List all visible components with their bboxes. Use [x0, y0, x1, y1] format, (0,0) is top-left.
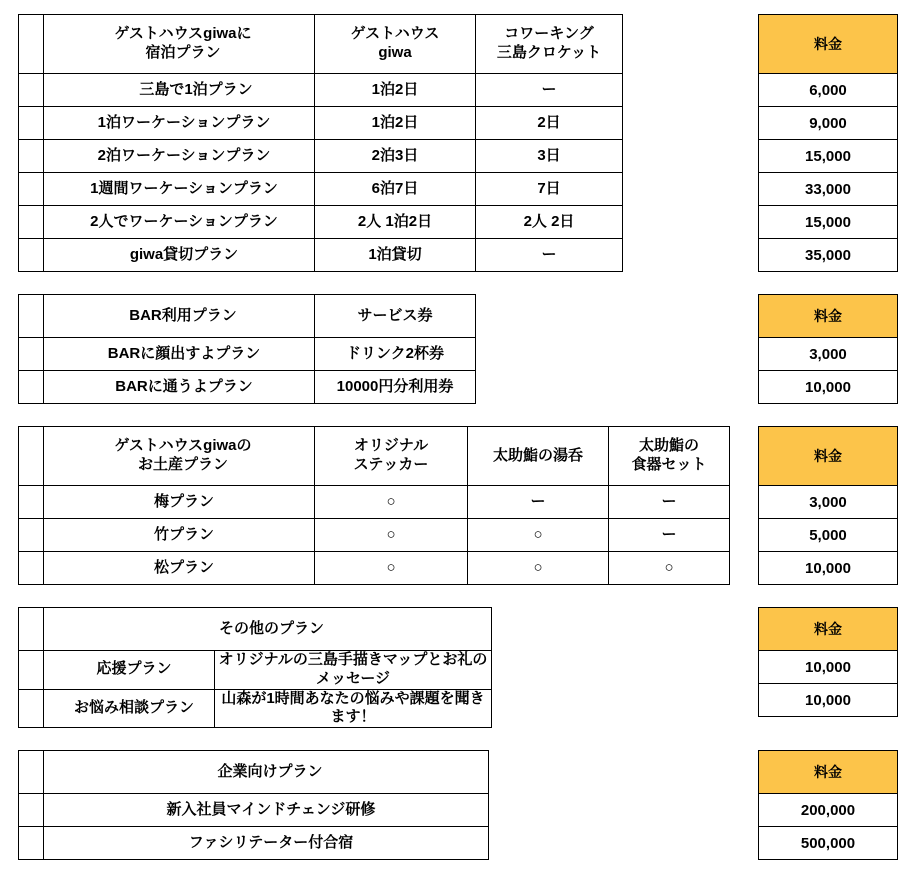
price-header: 料金: [759, 751, 898, 794]
bar-plans-price-table: [758, 294, 898, 404]
other-plans-title: その他のプラン: [44, 608, 492, 651]
souvenir-plans-table-wrap: [18, 426, 730, 585]
table-row: [19, 519, 730, 552]
price-value: 5,000: [759, 519, 898, 552]
green-stripe-cell: [19, 794, 44, 827]
table-header-row: [19, 15, 623, 74]
table-row: [19, 74, 623, 107]
souvenir-plans-price-table-wrap: [758, 426, 898, 585]
price-value: 3,000: [759, 486, 898, 519]
bar-plans-table-wrap: [18, 294, 476, 404]
green-stripe-cell: [19, 107, 44, 140]
column-header-sticker: [315, 427, 468, 486]
column-header-guesthouse: [315, 15, 476, 74]
cell-coworking: ー: [476, 74, 623, 107]
table-row: [19, 371, 476, 404]
table-row: [19, 206, 623, 239]
price-header-row: [759, 295, 898, 338]
cell-guesthouse: 1泊貸切: [315, 239, 476, 272]
price-value: 200,000: [759, 794, 898, 827]
column-header-teacup: 太助鮨の湯呑: [468, 427, 609, 486]
row-label: BARに通うよプラン: [44, 371, 315, 404]
price-row: [759, 371, 898, 404]
table-header-row: [19, 295, 476, 338]
price-header-row: [759, 608, 898, 651]
price-row: [759, 552, 898, 585]
price-header-row: [759, 751, 898, 794]
other-plans-price-table: [758, 607, 898, 717]
price-header: 料金: [759, 15, 898, 74]
cell-coworking: 2日: [476, 107, 623, 140]
price-row: [759, 206, 898, 239]
other-plans-price-table-wrap: [758, 607, 898, 717]
table-row: [19, 486, 730, 519]
green-stripe-cell: [19, 608, 44, 651]
green-stripe-cell: [19, 427, 44, 486]
bar-plans-table: [18, 294, 476, 404]
table-row: [19, 338, 476, 371]
green-stripe-cell: [19, 140, 44, 173]
cell-coworking: 7日: [476, 173, 623, 206]
row-label: 梅プラン: [44, 486, 315, 519]
price-row: [759, 794, 898, 827]
cell-description: 山森が1時間あなたの悩みや課題を聞きます！: [215, 689, 492, 728]
corporate-plans-title: 企業向けプラン: [44, 751, 489, 794]
column-header-line-2: 三島クロケット: [496, 44, 602, 61]
green-stripe-cell: [19, 486, 44, 519]
cell-guesthouse: 2泊3日: [315, 140, 476, 173]
bar-plans-title: BAR利用プラン: [44, 295, 315, 338]
column-header-coworking: [476, 15, 623, 74]
cell-tableware: ー: [609, 519, 730, 552]
price-value: 15,000: [759, 206, 898, 239]
column-header-line-1: オリジナル: [353, 437, 429, 455]
table-row: [19, 107, 623, 140]
green-stripe-cell: [19, 552, 44, 585]
price-header-row: [759, 427, 898, 486]
green-stripe-cell: [19, 689, 44, 728]
row-label: 1週間ワーケーションプラン: [44, 173, 315, 206]
cell-guesthouse: 2人 1泊2日: [315, 206, 476, 239]
column-header-line-1: 太助鮨の: [638, 437, 699, 455]
row-label: 三島で1泊プラン: [44, 74, 315, 107]
bar-plans-price-table-wrap: [758, 294, 898, 404]
table-row: [19, 794, 489, 827]
price-row: [759, 519, 898, 552]
stay-plans-title: [44, 15, 315, 74]
column-header-line-2: 食器セット: [631, 456, 707, 473]
corporate-plans-table: [18, 750, 489, 860]
row-label: 松プラン: [44, 552, 315, 585]
cell-coworking: ー: [476, 239, 623, 272]
green-stripe-cell: [19, 338, 44, 371]
cell-teacup: ー: [468, 486, 609, 519]
table-row: [19, 689, 492, 728]
plan-block-souvenir-plans: [0, 426, 916, 585]
title-line-2: お土産プラン: [137, 456, 228, 473]
price-row: [759, 140, 898, 173]
corporate-plans-table-wrap: [18, 750, 489, 860]
corporate-plans-price-table-wrap: [758, 750, 898, 860]
green-stripe-cell: [19, 371, 44, 404]
plan-block-corporate-plans: [0, 750, 916, 860]
column-header-line-1: ゲストハウス: [350, 25, 440, 43]
green-stripe-cell: [19, 827, 44, 860]
price-header: 料金: [759, 427, 898, 486]
price-header: 料金: [759, 608, 898, 651]
title-line-1: ゲストハウスgiwaに: [114, 25, 252, 43]
price-row: [759, 173, 898, 206]
column-header-line-2: ステッカー: [353, 456, 429, 473]
row-label: ファシリテーター付合宿: [44, 827, 489, 860]
cell-guesthouse: 1泊2日: [315, 107, 476, 140]
cell-service-ticket: ドリンク2杯券: [315, 338, 476, 371]
price-row: [759, 239, 898, 272]
price-row: [759, 827, 898, 860]
cell-service-ticket: 10000円分利用券: [315, 371, 476, 404]
plan-block-bar-plans: [0, 294, 916, 404]
price-value: 3,000: [759, 338, 898, 371]
other-plans-table-wrap: [18, 607, 492, 728]
column-header-service-ticket: サービス券: [315, 295, 476, 338]
stay-plans-price-table: [758, 14, 898, 272]
price-header: 料金: [759, 295, 898, 338]
cell-sticker: ○: [315, 486, 468, 519]
row-label: 2人でワーケーションプラン: [44, 206, 315, 239]
corporate-plans-price-table: [758, 750, 898, 860]
cell-coworking: 2人 2日: [476, 206, 623, 239]
row-label: 竹プラン: [44, 519, 315, 552]
cell-description: オリジナルの三島手描きマップとお礼のメッセージ: [215, 651, 492, 690]
table-header-row: [19, 608, 492, 651]
cell-guesthouse: 6泊7日: [315, 173, 476, 206]
price-value: 6,000: [759, 74, 898, 107]
price-row: [759, 338, 898, 371]
price-value: 500,000: [759, 827, 898, 860]
row-label: BARに顔出すよプラン: [44, 338, 315, 371]
green-stripe-cell: [19, 751, 44, 794]
stay-plans-table-wrap: [18, 14, 623, 272]
price-row: [759, 107, 898, 140]
column-header-tableware: [609, 427, 730, 486]
cell-guesthouse: 1泊2日: [315, 74, 476, 107]
table-row: [19, 173, 623, 206]
table-header-row: [19, 751, 489, 794]
cell-sticker: ○: [315, 519, 468, 552]
other-plans-table: [18, 607, 492, 728]
title-line-1: ゲストハウスgiwaの: [114, 437, 252, 455]
green-stripe-cell: [19, 173, 44, 206]
row-label: 1泊ワーケーションプラン: [44, 107, 315, 140]
table-row: [19, 827, 489, 860]
cell-teacup: ○: [468, 552, 609, 585]
table-row: [19, 140, 623, 173]
table-header-row: [19, 427, 730, 486]
price-value: 33,000: [759, 173, 898, 206]
column-header-line-2: giwa: [378, 44, 412, 61]
table-row: [19, 651, 492, 690]
stay-plans-table: [18, 14, 623, 272]
row-label: 応援プラン: [44, 651, 215, 690]
row-label: 2泊ワーケーションプラン: [44, 140, 315, 173]
price-row: [759, 74, 898, 107]
price-value: 10,000: [759, 684, 898, 717]
price-row: [759, 486, 898, 519]
price-value: 10,000: [759, 651, 898, 684]
price-value: 9,000: [759, 107, 898, 140]
price-value: 10,000: [759, 552, 898, 585]
stay-plans-price-table-wrap: [758, 14, 898, 272]
price-value: 15,000: [759, 140, 898, 173]
cell-tableware: ー: [609, 486, 730, 519]
price-value: 35,000: [759, 239, 898, 272]
cell-tableware: ○: [609, 552, 730, 585]
souvenir-plans-table: [18, 426, 730, 585]
green-stripe-cell: [19, 74, 44, 107]
souvenir-plans-price-table: [758, 426, 898, 585]
green-stripe-cell: [19, 15, 44, 74]
price-value: 10,000: [759, 371, 898, 404]
table-row: [19, 552, 730, 585]
plan-block-stay-plans: [0, 14, 916, 272]
price-header-row: [759, 15, 898, 74]
cell-teacup: ○: [468, 519, 609, 552]
row-label: giwa貸切プラン: [44, 239, 315, 272]
row-label: 新入社員マインドチェンジ研修: [44, 794, 489, 827]
price-row: [759, 684, 898, 717]
green-stripe-cell: [19, 206, 44, 239]
plan-block-other-plans: [0, 607, 916, 728]
green-stripe-cell: [19, 239, 44, 272]
column-header-line-1: コワーキング: [504, 25, 594, 43]
title-line-2: 宿泊プラン: [145, 44, 221, 61]
price-row: [759, 651, 898, 684]
green-stripe-cell: [19, 519, 44, 552]
cell-sticker: ○: [315, 552, 468, 585]
table-row: [19, 239, 623, 272]
cell-coworking: 3日: [476, 140, 623, 173]
green-stripe-cell: [19, 295, 44, 338]
souvenir-plans-title: [44, 427, 315, 486]
row-label: お悩み相談プラン: [44, 689, 215, 728]
green-stripe-cell: [19, 651, 44, 690]
